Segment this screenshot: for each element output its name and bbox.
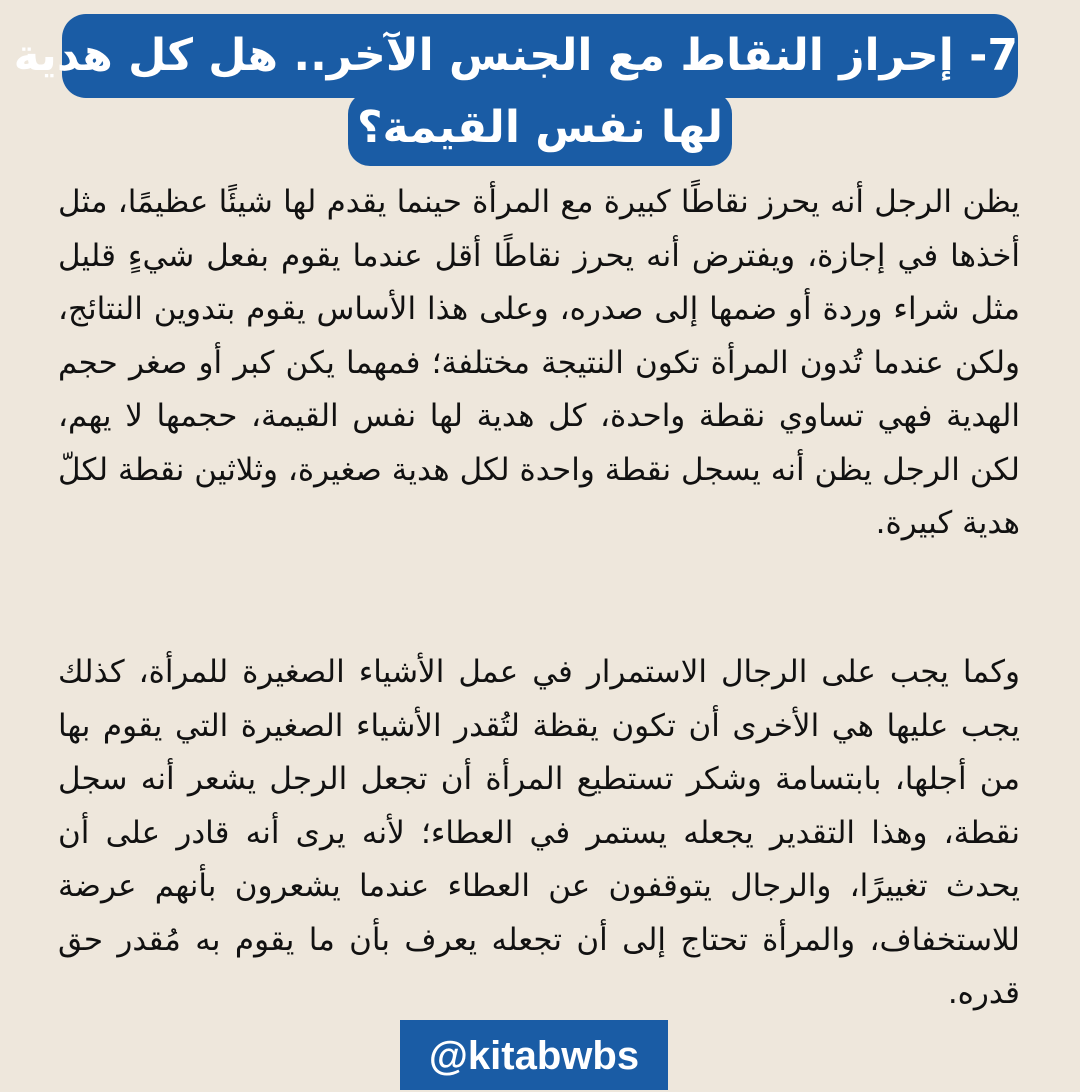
title-banner (0, 14, 1080, 166)
social-handle-badge: @kitabwbs (400, 1020, 668, 1090)
paragraph-1: يظن الرجل أنه يحرز نقاطًا كبيرة مع المرأة حينما يقدم لها شيئًا عظيمًا، مثل أخذها في إجازة، ويفترض أنه يحرز نقاطًا أقل عندما يقوم بفعل شيءٍ قليل مثل شراء وردة أو ضمها إلى صدره، وعلى هذا الأساس يقوم بتدوين النتائج، ولكن عندما تُدون المرأة تكون النتيجة مختلفة؛ فمهما يكن كبر أو صغر حجم الهدية فهي تساوي نقطة واحدة، كل هدية لها نفس القيمة، حجمها لا يهم، لكن الرجل يظن أنه يسجل نقطة واحدة لكل هدية صغيرة، وثلاثين نقطة لكلّ هدية كبيرة. (58, 184, 1020, 541)
title-line-2: لها نفس القيمة؟ (348, 92, 732, 166)
title-line-1: 7- إحراز النقاط مع الجنس الآخر.. هل كل هدية (62, 14, 1018, 98)
paragraph-2: وكما يجب على الرجال الاستمرار في عمل الأشياء الصغيرة للمرأة، كذلك يجب عليها هي الأخرى أن تكون يقظة لتُقدر الأشياء الصغيرة التي يقوم بها من أجلها، بابتسامة وشكر تستطيع المرأة أن تجعل الرجل يشعر أنه سجل نقطة، وهذا التقدير يجعله يستمر في العطاء؛ لأنه يرى أنه قادر على أن يحدث تغييرًا، والرجال يتوقفون عن العطاء عندما يشعرون بأنهم عرضة للاستخفاف، والمرأة تحتاج إلى أن تجعله يعرف بأن ما يقوم به مُقدر حق قدره. (58, 654, 1020, 1011)
